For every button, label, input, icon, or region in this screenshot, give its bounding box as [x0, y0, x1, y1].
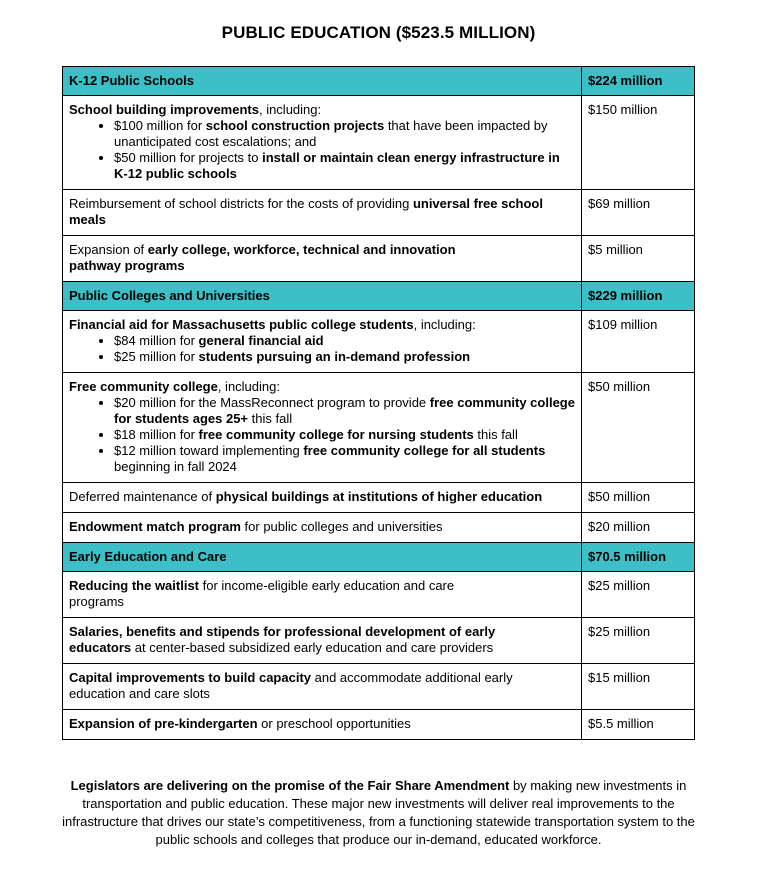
table-row — [63, 96, 695, 190]
item-amount: $25 million — [582, 618, 695, 664]
item-amount: $20 million — [582, 513, 695, 543]
table-row — [63, 311, 695, 373]
list-item: • $25 million for students pursuing an in-demand profession — [114, 349, 575, 365]
item-description: Capital improvements to build capacity and accommodate additional early education and care slots — [63, 664, 582, 710]
item-description: Expansion of early college, workforce, technical and innovation pathway programs — [63, 236, 582, 282]
item-amount: $50 million — [582, 483, 695, 513]
section-amount: $229 million — [582, 282, 695, 311]
list-item: • $100 million for school construction projects that have been impacted by unanticipated cost escalations; and — [114, 118, 575, 150]
item-description: Salaries, benefits and stipends for professional development of early educators at center-based subsidized early education and care providers — [63, 618, 582, 664]
table-row — [63, 513, 695, 543]
item-lead-text: , including: — [413, 317, 476, 332]
table-row — [63, 710, 695, 740]
table-row — [63, 572, 695, 618]
item-amount: $25 million — [582, 572, 695, 618]
item-description: Expansion of pre-kindergarten or preschool opportunities — [63, 710, 582, 740]
list-item: • $20 million for the MassReconnect program to provide free community college for students ages 25+ this fall — [114, 395, 575, 427]
table-row — [63, 190, 695, 236]
table-row — [63, 618, 695, 664]
footer-lead-bold: Legislators are delivering on the promise of the Fair Share Amendment — [70, 778, 510, 793]
item-amount: $5 million — [582, 236, 695, 282]
section-label: Early Education and Care — [63, 543, 582, 572]
section-amount: $70.5 million — [582, 543, 695, 572]
table-row — [63, 236, 695, 282]
item-description: Reducing the waitlist for income-eligible early education and care programs — [63, 572, 582, 618]
item-description — [63, 373, 582, 483]
item-description — [63, 96, 582, 190]
item-description: Endowment match program for public colleges and universities — [63, 513, 582, 543]
item-bullets — [69, 333, 575, 365]
section-label: Public Colleges and Universities — [63, 282, 582, 311]
item-bullets — [69, 395, 575, 475]
table-row — [63, 664, 695, 710]
item-amount: $150 million — [582, 96, 695, 190]
item-bullets — [69, 118, 575, 182]
item-amount: $69 million — [582, 190, 695, 236]
item-description: Reimbursement of school districts for the costs of providing universal free school meals — [63, 190, 582, 236]
section-header-colleges — [63, 282, 695, 311]
footer-paragraph — [60, 777, 697, 849]
list-item: • $50 million for projects to install or maintain clean energy infrastructure in K-12 public schools — [114, 150, 575, 182]
table-row — [63, 483, 695, 513]
table-row — [63, 373, 695, 483]
item-lead-bold: Free community college — [69, 379, 218, 394]
item-amount: $5.5 million — [582, 710, 695, 740]
item-amount: $50 million — [582, 373, 695, 483]
item-lead-bold: School building improvements — [69, 102, 259, 117]
item-amount: $109 million — [582, 311, 695, 373]
section-header-early-ed — [63, 543, 695, 572]
budget-table — [62, 66, 695, 740]
list-item: • $84 million for general financial aid — [114, 333, 575, 349]
item-amount: $15 million — [582, 664, 695, 710]
section-header-k12 — [63, 67, 695, 96]
section-label: K-12 Public Schools — [63, 67, 582, 96]
item-lead-text: , including: — [217, 379, 280, 394]
item-description — [63, 311, 582, 373]
footer-text: by making new investments in transportation and public education. These major new investments will deliver real improvements to the infrastructure that drives our state’s competitiveness, from a functioning statewide transportation system to the public schools and colleges that produce our in-demand, educated workforce. — [62, 778, 695, 847]
section-amount: $224 million — [582, 67, 695, 96]
item-lead-text: , including: — [258, 102, 322, 117]
item-description: Deferred maintenance of physical buildings at institutions of higher education — [63, 483, 582, 513]
item-lead-bold: Financial aid for Massachusetts public college students — [69, 317, 414, 332]
page-title: PUBLIC EDUCATION ($523.5 MILLION) — [221, 23, 536, 42]
list-item: • $12 million toward implementing free community college for all students beginning in fall 2024 — [114, 443, 575, 475]
list-item: • $18 million for free community college for nursing students this fall — [114, 427, 575, 443]
